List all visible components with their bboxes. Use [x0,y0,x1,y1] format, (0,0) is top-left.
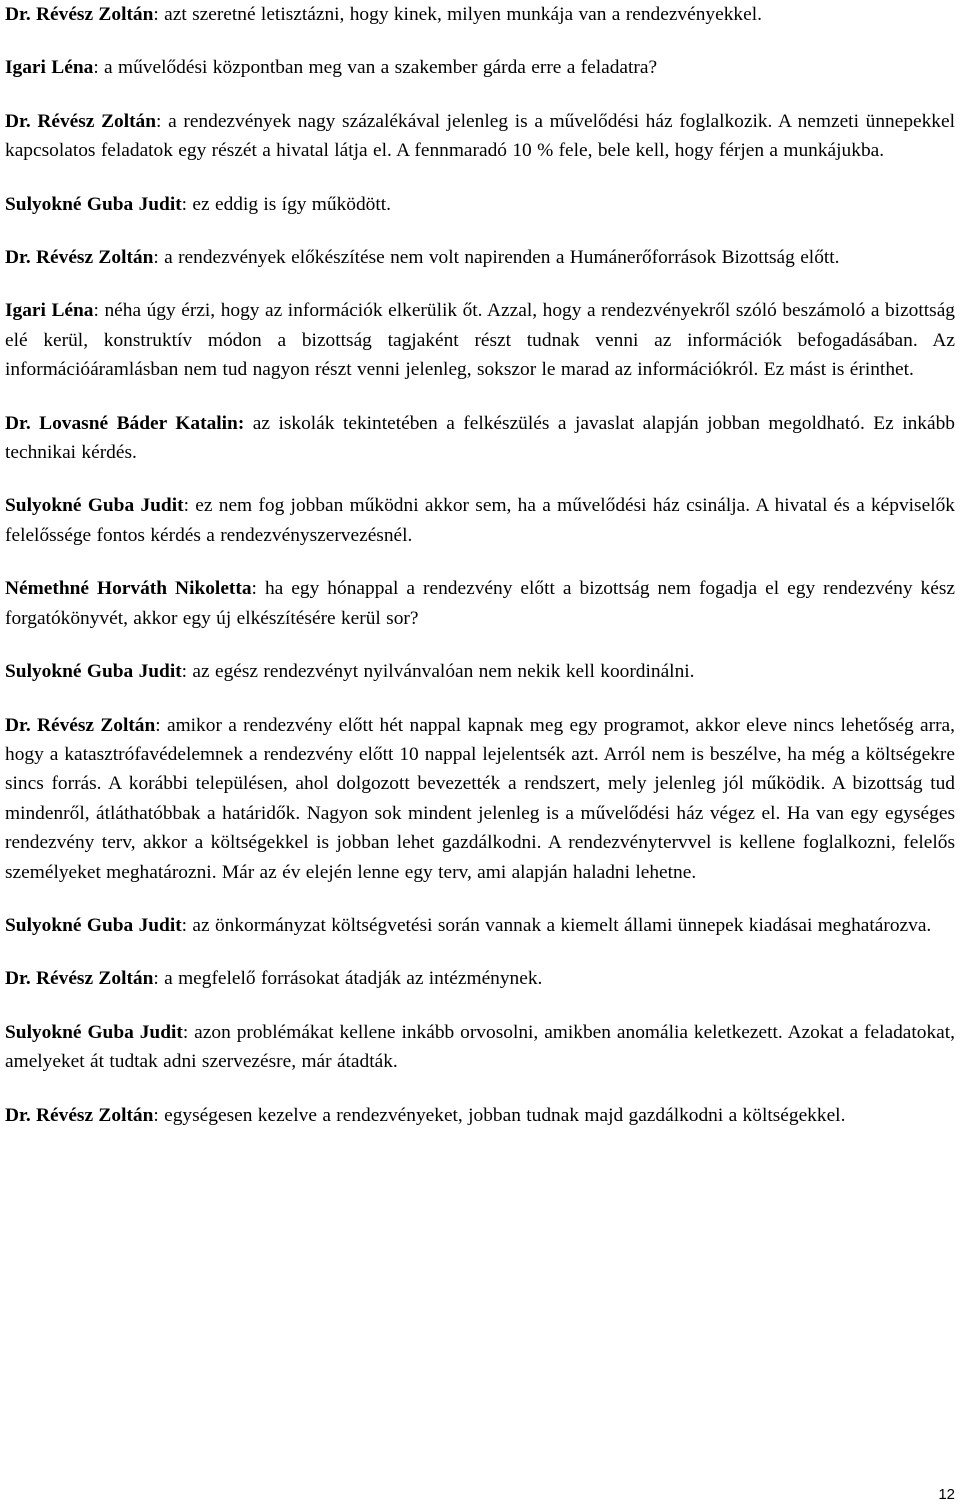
paragraph-text: : amikor a rendezvény előtt hét nappal kapnak meg egy programot, akkor eleve nincs lehetőség arra, hogy a katasztrófavédelemnek a rendezvény előtt 10 nappal lejelentsék azt. Arról nem is beszélve, ha még a költségekre sincs forrás. A korábbi településen, ahol dolgozott bevezették a rendszert, mely jelenleg jól működik. A bizottság tud mindenről, átláthatóbbak a határidők. Nagyon sok mindent jelenleg is a művelődési ház végez el. Ha van egy egységes rendezvény terv, akkor a költségekkel is jobban lehet gazdálkodni. A rendezvénytervvel is kellene foglalkozni, felelős személyeket meghatározni. Már az év elején lenne egy terv, ami alapján haladni lehetne. [5,714,956,883]
paragraph-text: : egységesen kezelve a rendezvényeket, jobban tudnak majd gazdálkodni a költségekkel. [153,1104,846,1126]
paragraph-text: az iskolák tekintetében a felkészülés a javaslat alapján jobban megoldható. Ez inkább technikai kérdés. [5,412,955,464]
paragraph [5,0,955,29]
paragraph [5,711,955,887]
speaker-name: Igari Léna [5,57,94,79]
page-number: 12 [938,1486,955,1503]
paragraph [5,1018,955,1077]
speaker-name: Igari Léna [5,300,94,322]
paragraph-text: : ez nem fog jobban működni akkor sem, ha a művelődési ház csinálja. A hivatal és a képviselők felelőssége fontos kérdés a rendezvényszervezésnél. [5,495,955,546]
paragraph-text: : a rendezvények előkészítése nem volt napirenden a Humánerőforrások Bizottság előtt. [153,247,840,269]
speaker-name: Dr. Révész Zoltán [5,968,154,990]
paragraph-text: : a művelődési központban meg van a szakember gárda erre a feladatra? [93,57,658,79]
paragraph-text: : az egész rendezvényt nyilvánvalóan nem nekik kell koordinálni. [181,661,695,683]
speaker-name: Sulyokné Guba Judit [5,495,184,517]
paragraph [5,243,955,272]
speaker-name: Sulyokné Guba Judit [5,193,182,215]
paragraph [5,574,955,633]
paragraph [5,190,955,219]
paragraph-text: : az önkormányzat költségvetési során vannak a kiemelt állami ünnepek kiadásai meghatározva. [181,914,932,936]
speaker-name: Dr. Révész Zoltán [5,714,156,736]
paragraph [5,107,955,166]
speaker-name: Dr. Lovasné Báder Katalin: [5,412,245,434]
speaker-name: Sulyokné Guba Judit [5,1021,183,1043]
speaker-name: Dr. Révész Zoltán [5,247,154,269]
paragraph-text: : néha úgy érzi, hogy az információk elkerülik őt. Azzal, hogy a rendezvényekről szóló beszámoló a bizottság elé kerül, konstruktív módon a bizottság tagjaként részt tudnak venni az információk befogadásában. Az információáramlásban nem tud nagyon részt venni jelenleg, sokszor le marad az információkról. Ez mást is érinthet. [5,300,955,381]
paragraph [5,657,955,686]
document-page [5,0,955,1130]
paragraph-text: : ez eddig is így működött. [181,193,391,215]
speaker-name: Dr. Révész Zoltán [5,110,157,132]
paragraph-text: : a megfelelő forrásokat átadják az intézménynek. [153,968,543,990]
speaker-name: Dr. Révész Zoltán [5,4,154,25]
paragraph-text: : a rendezvények nagy százalékával jelenleg is a művelődési ház foglalkozik. A nemzeti ünnepekkel kapcsolatos feladatok egy részét a hivatal látja el. A fennmaradó 10 % fele, bele kell, hogy férjen a munkájukba. [5,110,956,162]
paragraph [5,296,955,384]
paragraph [5,53,955,82]
paragraph-text: : azon problémákat kellene inkább orvosolni, amikben anomália keletkezett. Azokat a feladatokat, amelyeket át tudtak adni szervezésre, már átadták. [5,1021,956,1073]
paragraph-text: : ha egy hónappal a rendezvény előtt a bizottság nem fogadja el egy rendezvény kész forgatókönyvét, akkor egy új elkészítésére kerül sor? [5,578,956,629]
paragraph [5,1101,955,1130]
speaker-name: Sulyokné Guba Judit [5,914,182,936]
speaker-name: Némethné Horváth Nikoletta [5,578,252,600]
speaker-name: Sulyokné Guba Judit [5,661,182,683]
speaker-name: Dr. Révész Zoltán [5,1104,154,1126]
paragraph [5,964,955,993]
paragraph [5,491,955,550]
paragraph [5,911,955,940]
paragraph-text: : azt szeretné letisztázni, hogy kinek, milyen munkája van a rendezvényekkel. [153,4,762,25]
paragraph [5,409,955,468]
